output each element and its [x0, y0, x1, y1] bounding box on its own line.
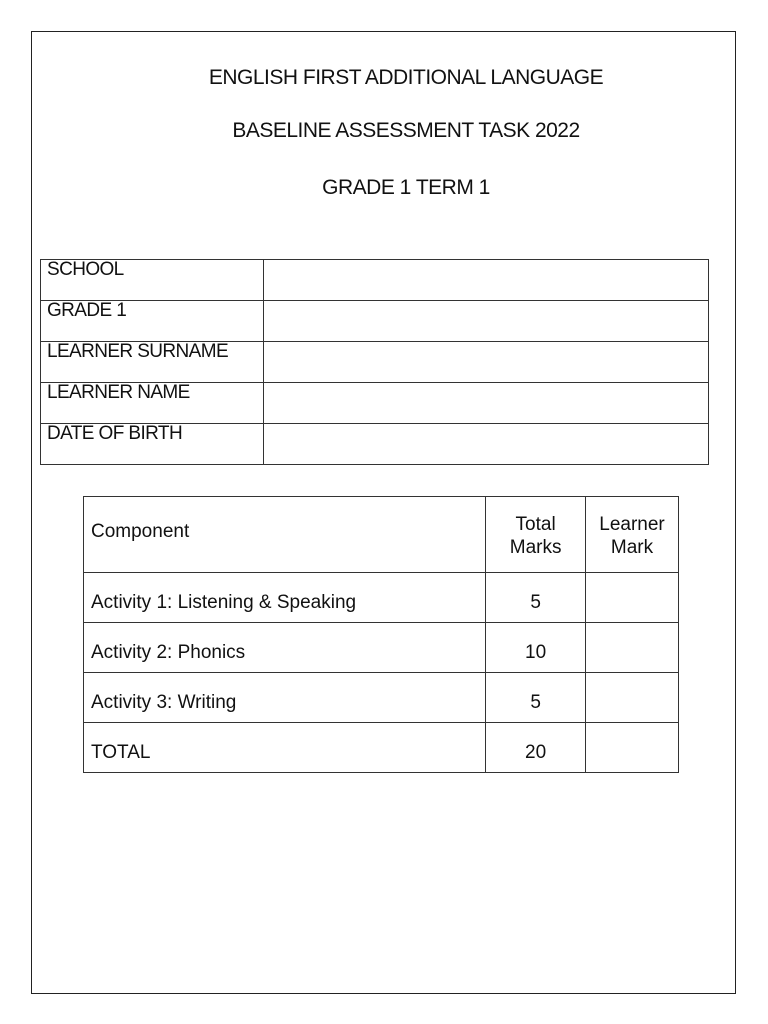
total-cell: 5 [486, 673, 586, 723]
component-cell: Activity 3: Writing [84, 673, 486, 723]
info-label: SCHOOL [41, 260, 264, 301]
school-field[interactable] [264, 260, 709, 301]
learner-header-line2: Mark [610, 536, 654, 558]
grade-term-line: GRADE 1 TERM 1 [322, 176, 490, 199]
learner-mark-cell[interactable] [586, 623, 679, 673]
info-label: LEARNER NAME [41, 383, 264, 424]
name-field[interactable] [264, 383, 709, 424]
info-label: DATE OF BIRTH [41, 424, 264, 465]
info-row-grade [41, 301, 709, 342]
marks-header-row [84, 497, 679, 573]
dob-field[interactable] [264, 424, 709, 465]
info-row-surname [41, 342, 709, 383]
total-cell: 20 [486, 723, 586, 773]
total-row [84, 723, 679, 773]
info-row-dob [41, 424, 709, 465]
component-cell: Activity 1: Listening & Speaking [84, 573, 486, 623]
table-row [84, 573, 679, 623]
component-cell: Activity 2: Phonics [84, 623, 486, 673]
surname-field[interactable] [264, 342, 709, 383]
total-cell: 10 [486, 623, 586, 673]
table-row [84, 623, 679, 673]
learner-mark-cell[interactable] [586, 573, 679, 623]
info-row-school [41, 260, 709, 301]
grade-field[interactable] [264, 301, 709, 342]
total-header-line1: Total [515, 513, 556, 535]
component-header: Component [84, 497, 486, 573]
learner-mark-header [586, 497, 679, 573]
learner-header-line1: Learner [599, 513, 665, 535]
learner-mark-cell[interactable] [586, 723, 679, 773]
total-marks-header [486, 497, 586, 573]
table-row [84, 673, 679, 723]
info-row-name [41, 383, 709, 424]
learner-info-table [40, 259, 709, 465]
document-subtitle: BASELINE ASSESSMENT TASK 2022 [232, 119, 580, 142]
marks-table [83, 496, 679, 773]
learner-mark-cell[interactable] [586, 673, 679, 723]
component-cell: TOTAL [84, 723, 486, 773]
document-title: ENGLISH FIRST ADDITIONAL LANGUAGE [208, 66, 604, 89]
total-cell: 5 [486, 573, 586, 623]
info-label: GRADE 1 [41, 301, 264, 342]
info-label: LEARNER SURNAME [41, 342, 264, 383]
total-header-line2: Marks [509, 536, 562, 558]
